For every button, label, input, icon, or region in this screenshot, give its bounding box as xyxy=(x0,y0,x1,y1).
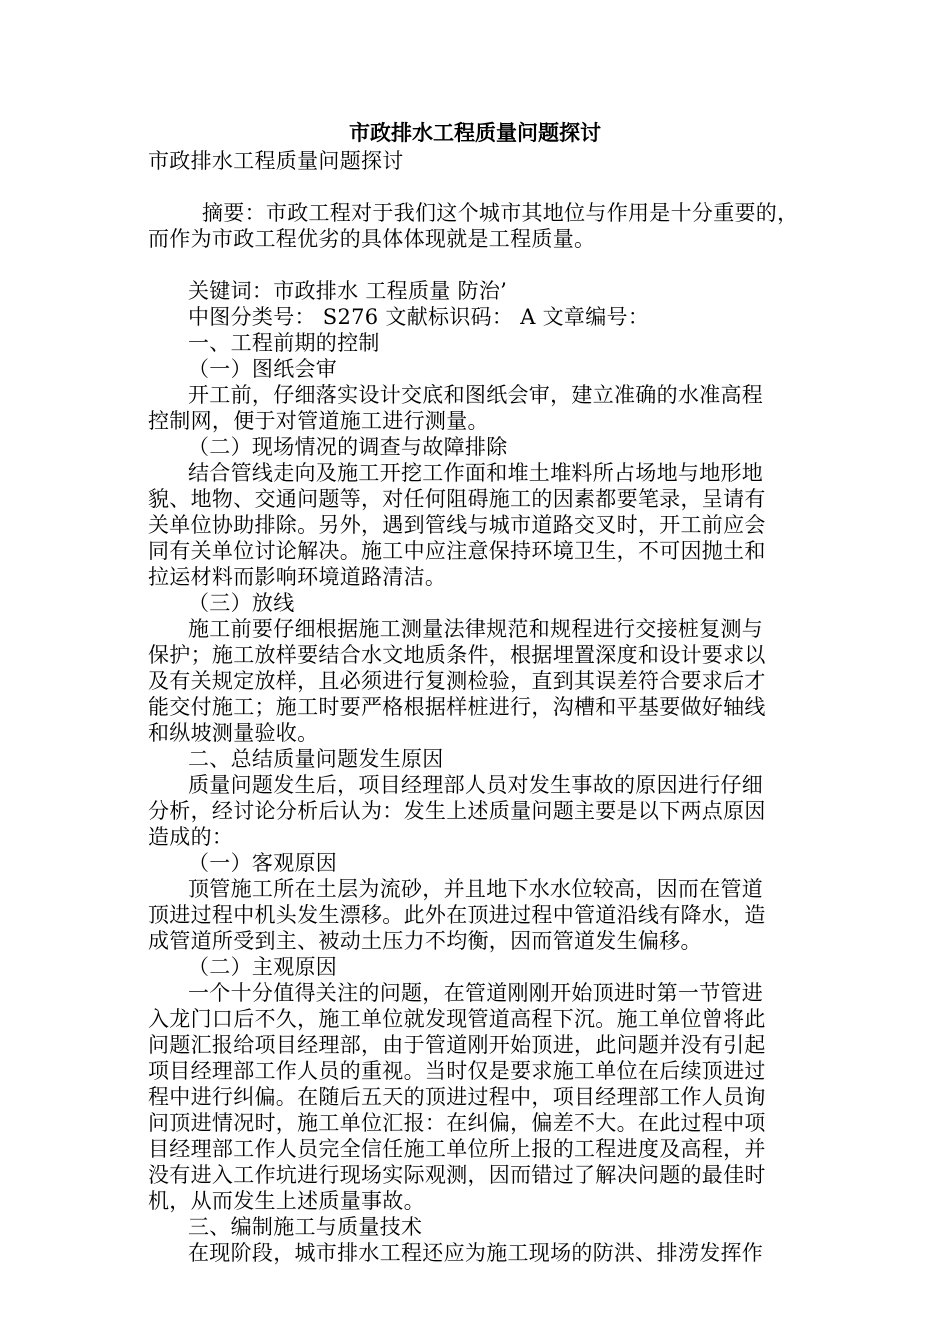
meta-block xyxy=(148,278,803,1266)
paragraph-line: 保护；施工放样要结合水文地质条件，根据埋置深度和设计要求以 xyxy=(148,643,766,667)
paragraph-line: 拉运材料而影响环境道路清洁。 xyxy=(148,565,447,589)
paragraph-line: 结合管线走向及施工开挖工作面和堆土堆料所占场地与地形地 xyxy=(188,461,764,485)
abstract-line: 而作为市政工程优劣的具体体现就是工程质量。 xyxy=(148,227,596,251)
paragraph-line: 分析，经讨论分析后认为：发生上述质量问题主要是以下两点原因 xyxy=(148,799,766,823)
classification-line: 中图分类号： S276 文献标识码： A 文章编号： xyxy=(188,305,650,329)
subsection-heading: （一）图纸会审 xyxy=(188,357,338,381)
paragraph-line: 开工前，仔细落实设计交底和图纸会审，建立准确的水准高程 xyxy=(188,383,764,407)
paragraph-line: 施工前要仔细根据施工测量法律规范和规程进行交接桩复测与 xyxy=(188,617,764,641)
paragraph-line: 造成的： xyxy=(148,825,234,849)
abstract-line: 摘要：市政工程对于我们这个城市其地位与作用是十分重要的， xyxy=(202,201,799,225)
subsection-heading: （三）放线 xyxy=(188,591,295,615)
paragraph-line: 问顶进情况时，施工单位汇报：在纠偏，偏差不大。在此过程中项 xyxy=(148,1111,766,1135)
paragraph-line: 貌、地物、交通问题等，对任何阻碍施工的因素都要笔录，呈请有 xyxy=(148,487,766,511)
paragraph-line: 项目经理部工作人员的重视。当时仅是要求施工单位在后续顶进过 xyxy=(148,1059,766,1083)
keywords-line: 关键词：市政排水 工程质量 防治’ xyxy=(188,279,508,303)
paragraph-line: 关单位协助排除。另外，遇到管线与城市道路交叉时，开工前应会 xyxy=(148,513,766,537)
paragraph-line: 在现阶段，城市排水工程还应为施工现场的防洪、排涝发挥作 xyxy=(188,1241,764,1265)
paragraph-line: 成管道所受到主、被动土压力不均衡，因而管道发生偏移。 xyxy=(148,929,702,953)
paragraph-line: 程中进行纠偏。在随后五天的顶进过程中，项目经理部工作人员询 xyxy=(148,1085,766,1109)
paragraph-line: 质量问题发生后，项目经理部人员对发生事故的原因进行仔细 xyxy=(188,773,764,797)
section-heading: 一、工程前期的控制 xyxy=(188,331,380,355)
paragraph-line: 问题汇报给项目经理部，由于管道刚开始顶进，此问题并没有引起 xyxy=(148,1033,766,1057)
paragraph-line: 目经理部工作人员完全信任施工单位所上报的工程进度及高程，并 xyxy=(148,1137,766,1161)
paragraph-line: 顶管施工所在土层为流砂，并且地下水水位较高，因而在管道 xyxy=(188,877,764,901)
paragraph-line: 和纵坡测量验收。 xyxy=(148,721,319,745)
paragraph-line: 一个十分值得关注的问题，在管道刚刚开始顶进时第一节管进 xyxy=(188,981,764,1005)
paragraph-line: 及有关规定放样，且必须进行复测检验，直到其误差符合要求后才 xyxy=(148,669,766,693)
paragraph-line: 没有进入工作坑进行现场实际观测，因而错过了解决问题的最佳时 xyxy=(148,1163,766,1187)
document-subtitle xyxy=(148,148,803,174)
subtitle-line: 市政排水工程质量问题探讨 xyxy=(148,149,404,173)
paragraph-line: 机，从而发生上述质量事故。 xyxy=(148,1189,425,1213)
subsection-heading: （二）现场情况的调查与故障排除 xyxy=(188,435,508,459)
subsection-heading: （一）客观原因 xyxy=(188,851,338,875)
paragraph-line: 同有关单位讨论解决。施工中应注意保持环境卫生，不可因抛土和 xyxy=(148,539,766,563)
section-heading: 二、总结质量问题发生原因 xyxy=(188,747,444,771)
paragraph-line: 入龙门口后不久，施工单位就发现管道高程下沉。施工单位曾将此 xyxy=(148,1007,766,1031)
paragraph-line: 控制网，便于对管道施工进行测量。 xyxy=(148,409,489,433)
document-title: 市政排水工程质量问题探讨 xyxy=(349,121,601,145)
subsection-heading: （二）主观原因 xyxy=(188,955,338,979)
section-heading: 三、编制施工与质量技术 xyxy=(188,1215,423,1239)
abstract-paragraph xyxy=(148,200,803,252)
paragraph-line: 顶进过程中机头发生漂移。此外在顶进过程中管道沿线有降水，造 xyxy=(148,903,766,927)
paragraph-line: 能交付施工；施工时要严格根据样桩进行，沟槽和平基要做好轴线 xyxy=(148,695,766,719)
